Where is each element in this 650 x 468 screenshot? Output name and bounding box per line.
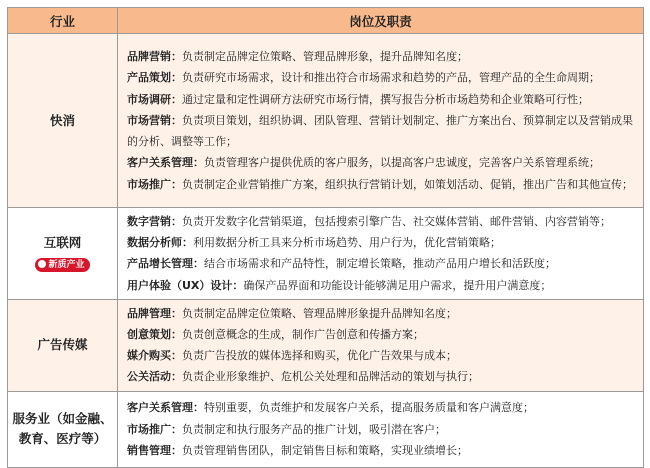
industry-name: 互联网 xyxy=(43,235,82,251)
role-text: 负责研究市场需求，设计和推出符合市场需求和趋势的产品，管理产品的全生命周期； xyxy=(182,71,600,85)
industry-name: 广告传媒 xyxy=(37,337,88,353)
section-fmcg xyxy=(8,34,644,208)
industry-cell-services xyxy=(8,391,118,467)
role-text: 负责开发数字化营销渠道，包括搜索引擎广告、社交媒体营销、邮件营销、内容营销等； xyxy=(182,215,611,228)
role-entry xyxy=(127,46,635,67)
section-internet xyxy=(8,208,644,300)
role-entry xyxy=(127,174,635,195)
industry-name-line: 服务业（如金融、 xyxy=(12,411,113,427)
role-label: 媒介购买： xyxy=(127,349,182,363)
industry-name-line: 教育、医疗等） xyxy=(18,431,107,447)
role-entry xyxy=(127,110,635,152)
role-label: 用户体验（UX）设计： xyxy=(127,278,244,292)
role-entry xyxy=(127,345,635,366)
role-label: 客户关系管理： xyxy=(127,401,204,415)
role-entry xyxy=(127,366,635,387)
role-text: 通过定量和定性调研方法研究市场行情，撰写报告分析市场趋势和企业策略可行性； xyxy=(182,92,589,106)
role-label: 市场营销： xyxy=(127,113,182,127)
role-entry xyxy=(127,253,635,274)
jobs-table-container xyxy=(7,7,643,462)
role-text: 确保产品界面和功能设计能够满足用户需求，提升用户满意度； xyxy=(243,278,552,292)
industry-cell-advertising xyxy=(8,299,118,391)
role-entry xyxy=(127,419,635,440)
role-entry xyxy=(127,397,635,418)
roles-cell-fmcg xyxy=(118,34,644,208)
role-label: 产品策划： xyxy=(127,71,182,85)
role-label: 产品增长管理： xyxy=(127,257,204,271)
jobs-table xyxy=(7,7,644,468)
role-text: 负责管理销售团队，制定销售目标和策略，实现业绩增长； xyxy=(182,443,468,457)
role-label: 客户关系管理： xyxy=(127,156,204,170)
role-text: 负责项目策划，组织协调、团队管理、营销计划制定、推广方案出台、预算制定以及营销成果的分析、调整等工作； xyxy=(127,113,633,149)
role-entry xyxy=(127,67,635,88)
role-entry xyxy=(127,324,635,345)
role-text: 负责广告投放的媒体选择和购买，优化广告效果与成本； xyxy=(182,349,457,363)
header-roles: 岗位及职责 xyxy=(118,8,644,34)
role-label: 数字营销： xyxy=(127,215,182,228)
role-entry xyxy=(127,152,635,173)
role-text: 负责制定品牌定位策略、管理品牌形象提升品牌知名度； xyxy=(182,306,457,320)
role-entry xyxy=(127,440,635,461)
section-services xyxy=(8,391,644,467)
role-label: 市场推广： xyxy=(127,422,182,436)
roles-cell-internet xyxy=(118,208,644,300)
role-text: 负责制定品牌定位策略、管理品牌形象，提升品牌知名度； xyxy=(182,50,468,64)
role-entry xyxy=(127,232,635,253)
role-label: 公关活动： xyxy=(127,370,182,384)
section-advertising xyxy=(8,299,644,391)
role-text: 负责管理客户提供优质的客户服务，以提高客户忠诚度，完善客户关系管理系统； xyxy=(204,156,600,170)
badge-dot-icon xyxy=(38,260,46,268)
role-entry xyxy=(127,275,635,296)
role-label: 市场推广： xyxy=(127,177,182,191)
role-text: 利用数据分析工具来分析市场趋势、用户行为，优化营销策略； xyxy=(193,236,501,250)
industry-cell-internet xyxy=(8,208,118,300)
role-entry xyxy=(127,303,635,324)
industry-name: 快消 xyxy=(49,112,75,128)
role-label: 品牌营销： xyxy=(127,50,182,64)
header-industry: 行业 xyxy=(8,8,118,34)
role-text: 负责制定企业营销推广方案，组织执行营销计划，如策划活动、促销，推出广告和其他宣传； xyxy=(182,177,633,191)
role-label: 销售管理： xyxy=(127,443,182,457)
role-text: 负责创意概念的生成，制作广告创意和传播方案； xyxy=(182,328,424,342)
role-text: 负责企业形象维护、危机公关处理和品牌活动的策划与执行； xyxy=(182,370,479,384)
roles-cell-advertising xyxy=(118,299,644,391)
new-industry-badge xyxy=(35,258,89,272)
badge-label: 新质产业 xyxy=(48,260,85,271)
role-text: 负责制定和执行服务产品的推广计划，吸引潜在客户； xyxy=(182,422,446,436)
role-label: 市场调研： xyxy=(127,92,182,106)
role-text: 特别重要，负责维护和发展客户关系，提高服务质量和客户满意度； xyxy=(204,401,534,415)
role-entry xyxy=(127,89,635,110)
role-text: 结合市场需求和产品特性，制定增长策略，推动产品用户增长和活跃度； xyxy=(204,257,556,271)
role-entry xyxy=(127,211,635,232)
header-row xyxy=(8,8,644,34)
role-label: 品牌管理： xyxy=(127,306,182,320)
role-label: 数据分析师： xyxy=(127,236,193,250)
role-label: 创意策划： xyxy=(127,328,182,342)
industry-cell-fmcg xyxy=(8,34,118,208)
roles-cell-services xyxy=(118,391,644,467)
